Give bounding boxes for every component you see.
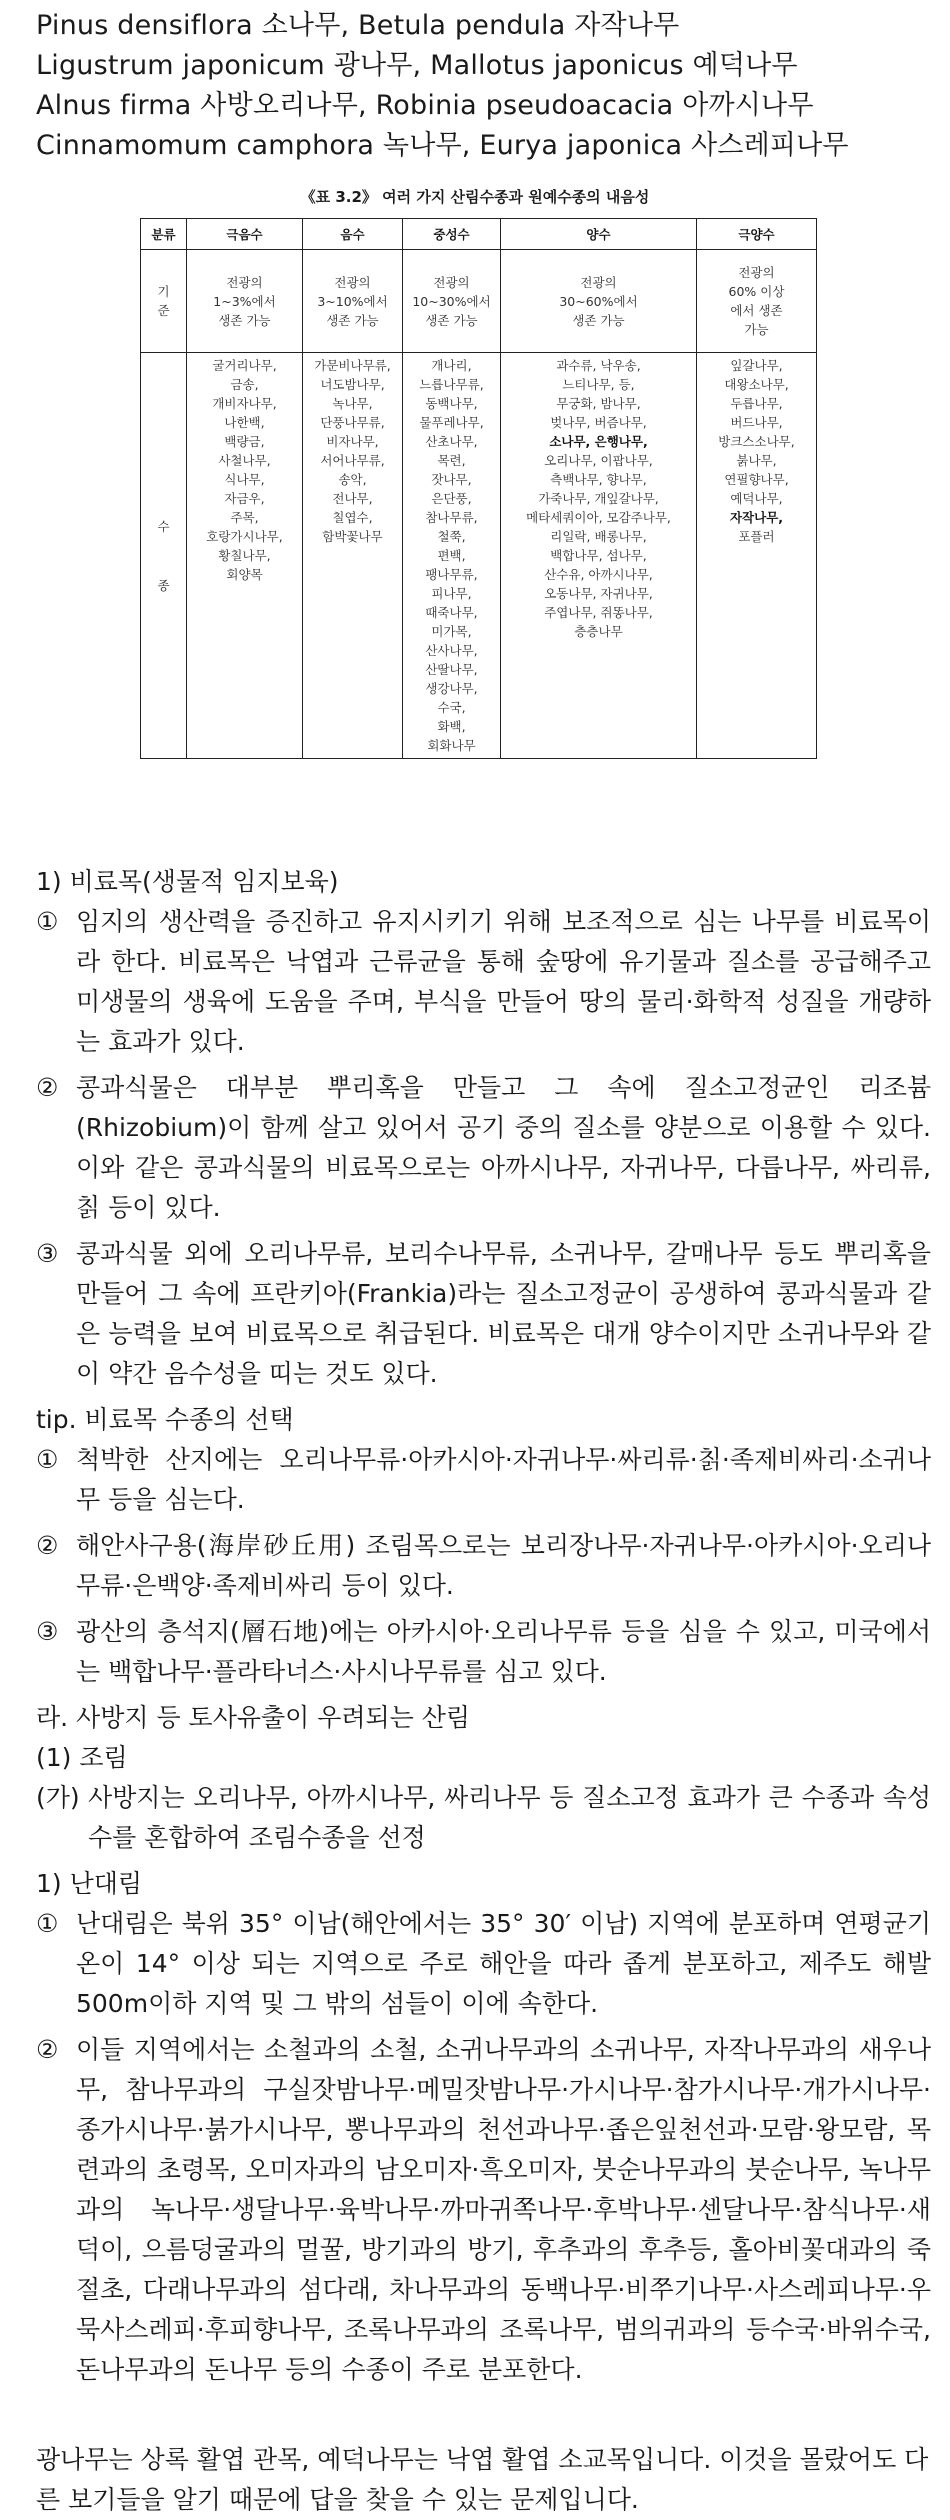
list-item: [36, 1904, 931, 2024]
species-entry: 칠엽수,: [332, 510, 373, 525]
item-marker: ①: [36, 1909, 59, 1938]
criteria-cell: 전광의 30~60%에서 생존 가능: [501, 250, 697, 353]
species-label: [141, 353, 187, 759]
species-entry: 개비자나무,: [212, 396, 277, 411]
item-text: 해안사구용(海岸砂丘用) 조림목으로는 보리장나무·자귀나무·아카시아·오리나무류·은백양·족제비싸리 등이 있다.: [76, 1531, 931, 1600]
list-item: [36, 1612, 931, 1692]
tip-title: tip. 비료목 수종의 선택: [36, 1405, 294, 1434]
item-marker: ①: [36, 1445, 59, 1474]
species-entry: 소나무, 은행나무,: [549, 434, 648, 449]
species-entry: 목련,: [437, 453, 466, 468]
species-entry: 참나무류,: [425, 510, 478, 525]
species-entry: 수국,: [437, 700, 466, 715]
numbered-list: [36, 1440, 931, 1692]
item-text: 난대림은 북위 35° 이남(해안에서는 35° 30′ 이남) 지역에 분포하며 연평균기온이 14° 이상 되는 지역으로 주로 해안을 따라 좁게 분포하고, 제주도 해발 500m이하 지역 및 그 밖의 섬들이 이에 속한다.: [76, 1909, 931, 2018]
species-entry: 때죽나무,: [425, 605, 478, 620]
header-neutral: 중성수: [403, 219, 501, 250]
subsection-title: (1) 조림: [36, 1743, 128, 1772]
species-entry: 느릅나무류,: [419, 377, 484, 392]
header-category: 분류: [141, 219, 187, 250]
species-entry: 대왕소나무,: [724, 377, 789, 392]
header-extreme-sun: 극양수: [697, 219, 817, 250]
species-entry: 팽나무류,: [425, 567, 478, 582]
table-header-row: [141, 219, 817, 250]
species-cell-shade: [303, 353, 403, 759]
item-text: 이들 지역에서는 소철과의 소철, 소귀나무과의 소귀나무, 자작나무과의 새우나무, 참나무과의 구실잣밤나무·메밀잣밤나무·가시나무·참가시나무·개가시나무·종가시나무·붉가시나무, 뽕나무과의 천선과나무·좁은잎천선과·모람·왕모람, 목련과의 초령목, 오미자과의 남오미자·흑오미자, 붓순나무과의 붓순나무, 녹나무과의 녹나무·생달나무·육박나무·까마귀쪽나무·후박나무·센달나무·참식나무·새덕이, 으름덩굴과의 멀꿀, 방기과의 방기, 후추과의 후추등, 홀아비꽃대과의 죽절초, 다래나무과의 섬다래, 차나무과의 동백나무·비쭈기나무·사스레피나무·우묵사스레피·후피향나무, 조록나무과의 조록나무, 범의귀과의 등수국·바위수국, 돈나무과의 돈나무 등의 수종이 주로 분포한다.: [76, 2035, 931, 2384]
species-entry: 산초나무,: [425, 434, 478, 449]
species-entry: 주엽나무, 쥐똥나무,: [544, 605, 653, 620]
species-line: Alnus firma 사방오리나무, Robinia pseudoacacia 아까시나무: [36, 90, 814, 121]
species-entry: 황칠나무,: [218, 548, 271, 563]
species-entry: 개나리,: [431, 358, 472, 373]
table-row-criteria: [141, 250, 817, 353]
species-entry: 백합나무, 섬나무,: [550, 548, 647, 563]
numbered-list: [36, 1904, 931, 2390]
species-entry: 단풍나무류,: [320, 415, 385, 430]
species-entry: 산사나무,: [425, 643, 478, 658]
species-cell-sun: [501, 353, 697, 759]
species-label-1: 수: [157, 518, 170, 534]
species-entry: 편백,: [437, 548, 466, 563]
species-entry: 버드나무,: [730, 415, 783, 430]
species-line: Cinnamomum camphora 녹나무, Eurya japonica 사스레피나무: [36, 130, 849, 161]
species-entry: 연필향나무,: [724, 472, 789, 487]
species-entry: 오리나무, 이팝나무,: [544, 453, 653, 468]
species-entry: 산딸나무,: [425, 662, 478, 677]
species-entry: 붉나무,: [736, 453, 777, 468]
list-item: [36, 1234, 931, 1394]
species-entry: 과수류, 낙우송,: [556, 358, 641, 373]
species-entry: 가문비나무류,: [314, 358, 391, 373]
species-entry: 사철나무,: [218, 453, 271, 468]
item-marker: ①: [36, 907, 59, 936]
species-entry: 리일락, 배롱나무,: [550, 529, 647, 544]
species-name-list: [36, 6, 936, 166]
species-entry: 측백나무, 향나무,: [550, 472, 647, 487]
species-entry: 금송,: [230, 377, 259, 392]
species-entry: 포플러: [738, 529, 775, 544]
species-entry: 자작나무,: [729, 510, 784, 525]
item-text: 사방지는 오리나무, 아까시나무, 싸리나무 등 질소고정 효과가 큰 수종과 속성수를 혼합하여 조림수종을 선정: [88, 1783, 931, 1852]
species-cell-extreme-shade: [187, 353, 303, 759]
species-entry: 나한백,: [224, 415, 265, 430]
header-shade: 음수: [303, 219, 403, 250]
species-entry: 백량금,: [224, 434, 265, 449]
criteria-label: 기 준: [141, 250, 187, 353]
list-item: [36, 2030, 931, 2390]
species-entry: 서어나무류,: [320, 453, 385, 468]
species-entry: 자금우,: [224, 491, 265, 506]
section-title: 라. 사방지 등 토사유출이 우려되는 산림: [36, 1703, 471, 1732]
species-entry: 함박꽃나무: [322, 529, 383, 544]
item-text: 광산의 층석지(層石地)에는 아카시아·오리나무류 등을 심을 수 있고, 미국에서는 백합나무·플라타너스·사시나무류를 심고 있다.: [76, 1617, 931, 1686]
criteria-cell: 전광의 3~10%에서 생존 가능: [303, 250, 403, 353]
species-entry: 회양목: [226, 567, 263, 582]
list-item: [36, 902, 931, 1062]
species-entry: 생강나무,: [425, 681, 478, 696]
numbered-list: [36, 902, 931, 1394]
species-entry: 예덕나무,: [730, 491, 783, 506]
criteria-cell: 전광의 1~3%에서 생존 가능: [187, 250, 303, 353]
species-entry: 느티나무, 등,: [562, 377, 635, 392]
item-text: 임지의 생산력을 증진하고 유지시키기 위해 보조적으로 심는 나무를 비료목이라 한다. 비료목은 낙엽과 근류균을 통해 숲땅에 유기물과 질소를 공급해주고 미생물의 생육에 도움을 주며, 부식을 만들어 땅의 물리·화학적 성질을 개량하는 효과가 있다.: [76, 907, 931, 1056]
section-title: 1) 비료목(생물적 임지보육): [36, 867, 339, 896]
species-entry: 식나무,: [224, 472, 265, 487]
species-entry: 두릅나무,: [730, 396, 783, 411]
species-entry: 층층나무: [574, 624, 623, 639]
species-entry: 굴거리나무,: [212, 358, 277, 373]
species-entry: 오동나무, 자귀나무,: [544, 586, 653, 601]
list-item: [36, 1526, 931, 1606]
species-cell-neutral: [403, 353, 501, 759]
species-entry: 무궁화, 밤나무,: [556, 396, 641, 411]
item-marker: (가): [36, 1783, 80, 1812]
species-entry: 방크스소나무,: [718, 434, 795, 449]
item-marker: ②: [36, 2035, 59, 2064]
species-entry: 녹나무,: [332, 396, 373, 411]
item-marker: ③: [36, 1239, 59, 1268]
species-entry: 전나무,: [332, 491, 373, 506]
species-cell-extreme-sun: [697, 353, 817, 759]
item-marker: ③: [36, 1617, 59, 1646]
document-body: [36, 862, 931, 2520]
species-entry: 가죽나무, 개잎갈나무,: [538, 491, 659, 506]
species-entry: 철쭉,: [437, 529, 466, 544]
item-text: 콩과식물 외에 오리나무류, 보리수나무류, 소귀나무, 갈매나무 등도 뿌리혹을 만들어 그 속에 프란키아(Frankia)라는 질소고정균이 공생하여 콩과식물과 같은 능력을 보여 비료목으로 취급된다. 비료목은 대개 양수이지만 소귀나무와 같이 약간 음수성을 띠는 것도 있다.: [76, 1239, 931, 1388]
species-entry: 비자나무,: [326, 434, 379, 449]
table-caption: 《표 3.2》 여러 가지 산림수종과 원예수종의 내음성: [300, 188, 650, 206]
shade-tolerance-table: [140, 218, 817, 759]
species-line: Pinus densiflora 소나무, Betula pendula 자작나무: [36, 10, 680, 41]
criteria-cell: 전광의 10~30%에서 생존 가능: [403, 250, 501, 353]
species-entry: 메타세쿼이아, 모감주나무,: [526, 510, 671, 525]
header-sun: 양수: [501, 219, 697, 250]
species-entry: 피나무,: [431, 586, 472, 601]
conclusion-text: 광나무는 상록 활엽 관목, 예덕나무는 낙엽 활엽 소교목입니다. 이것을 몰랐어도 다른 보기들을 알기 때문에 답을 찾을 수 있는 문제입니다.: [36, 2445, 929, 2514]
species-line: Ligustrum japonicum 광나무, Mallotus japonicus 예덕나무: [36, 50, 798, 81]
criteria-cell: 전광의 60% 이상 에서 생존 가능: [697, 250, 817, 353]
species-entry: 송악,: [338, 472, 367, 487]
item-text: 콩과식물은 대부분 뿌리혹을 만들고 그 속에 질소고정균인 리조븀(Rhizobium)이 함께 살고 있어서 공기 중의 질소를 양분으로 이용할 수 있다. 이와 같은 콩과식물의 비료목으로는 아까시나무, 자귀나무, 다릅나무, 싸리류, 칡 등이 있다.: [76, 1073, 931, 1222]
species-entry: 화백,: [437, 719, 466, 734]
header-extreme-shade: 극음수: [187, 219, 303, 250]
table-row-species: [141, 353, 817, 759]
species-entry: 물푸레나무,: [419, 415, 484, 430]
species-entry: 산수유, 아까시나무,: [544, 567, 653, 582]
species-entry: 너도밤나무,: [320, 377, 385, 392]
list-item: [36, 1440, 931, 1520]
list-item: [36, 1778, 931, 1858]
species-entry: 동백나무,: [425, 396, 478, 411]
item-marker: ②: [36, 1531, 59, 1560]
species-entry: 은단풍,: [431, 491, 472, 506]
species-entry: 미가목,: [431, 624, 472, 639]
species-entry: 잣나무,: [431, 472, 472, 487]
species-entry: 벚나무, 버즘나무,: [550, 415, 647, 430]
item-marker: ②: [36, 1073, 59, 1102]
item-text: 척박한 산지에는 오리나무류·아카시아·자귀나무·싸리류·칡·족제비싸리·소귀나무 등을 심는다.: [76, 1445, 931, 1514]
species-entry: 회화나무: [427, 738, 476, 753]
species-entry: 주목,: [230, 510, 259, 525]
section-title: 1) 난대림: [36, 1869, 143, 1898]
species-entry: 호랑가시나무,: [206, 529, 283, 544]
list-item: [36, 1068, 931, 1228]
species-label-2: 종: [157, 577, 170, 593]
species-entry: 잎갈나무,: [730, 358, 783, 373]
